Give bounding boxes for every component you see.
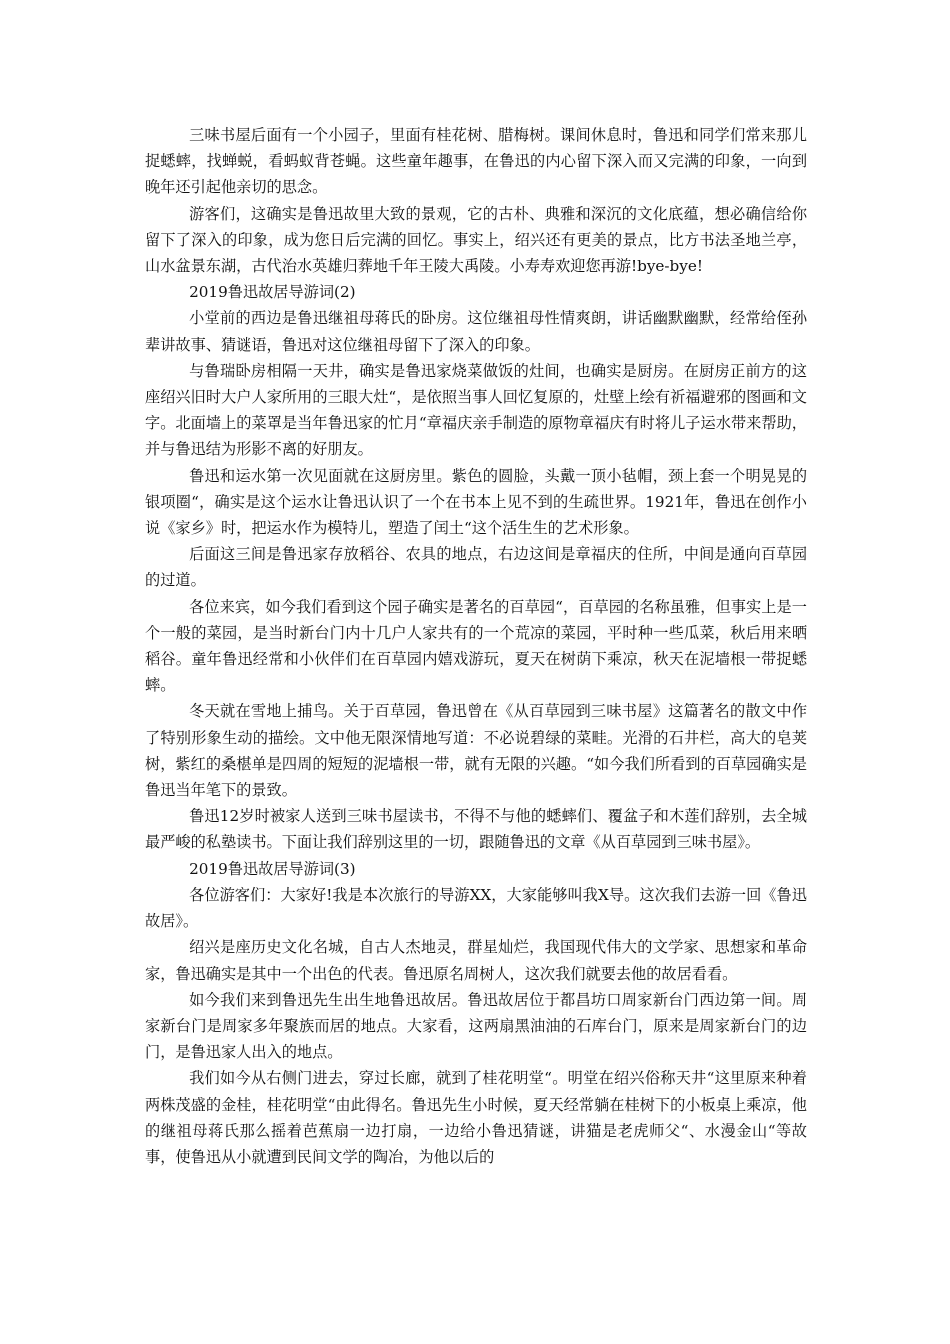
paragraph: 与鲁瑞卧房相隔一天井，确实是鲁迅家烧菜做饭的灶间，也确实是厨房。在厨房正前方的这座绍兴旧时大户人家所用的三眼大灶“，是依照当事人回忆复原的，灶壁上绘有祈福避邪的图画和文字。北面墙上的菜罩是当年鲁迅家的忙月“章福庆亲手制造的原物章福庆有时将儿子运水带来帮助，并与鲁迅结为形影不离的好朋友。: [145, 361, 807, 459]
section-heading: 2019鲁迅故居导游词(2): [189, 283, 356, 302]
paragraph: 绍兴是座历史文化名城，自古人杰地灵，群星灿烂，我国现代伟大的文学家、思想家和革命家，鲁迅确实是其中一个出色的代表。鲁迅原名周树人，这次我们就要去他的故居看看。: [145, 938, 807, 983]
paragraph: 后面这三间是鲁迅家存放稻谷、农具的地点，右边这间是章福庆的住所，中间是通向百草园的过道。: [145, 545, 807, 590]
paragraph: 各位游客们：大家好!我是本次旅行的导游XX，大家能够叫我X导。这次我们去游一回《鲁迅故居》。: [145, 885, 807, 931]
paragraph: 三味书屋后面有一个小园子，里面有桂花树、腊梅树。课间休息时，鲁迅和同学们常来那儿捉蟋蟀，找蝉蜕，看蚂蚁背苍蝇。这些童年趣事，在鲁迅的内心留下深入而又完满的印象，一向到晚年还引起他亲切的思念。: [145, 126, 807, 197]
paragraph: 如今我们来到鲁迅先生出生地鲁迅故居。鲁迅故居位于都昌坊口周家新台门西边第一间。周家新台门是周家多年聚族而居的地点。大家看，这两扇黑油油的石库台门，原来是周家新台门的边门，是鲁迅家人出入的地点。: [145, 990, 807, 1062]
paragraph: 游客们，这确实是鲁迅故里大致的景观，它的古朴、典雅和深沉的文化底蕴，想必确信给你留下了深入的印象，成为您日后完满的回忆。事实上，绍兴还有更美的景点，比方书法圣地兰亭，山水盆景东湖，古代治水英雄归葬地千年王陵大禹陵。小寿寿欢迎您再游!bye-bye!: [145, 204, 807, 276]
section-heading: 2019鲁迅故居导游词(3): [189, 859, 356, 878]
paragraph: 我们如今从右侧门进去，穿过长廊，就到了桂花明堂“。明堂在绍兴俗称天井“这里原来种着两株茂盛的金桂，桂花明堂“由此得名。鲁迅先生小时候，夏天经常躺在桂树下的小板桌上乘凉，他的继祖母蒋氏那么摇着芭蕉扇一边打扇，一边给小鲁迅猜谜，讲猫是老虎师父“、水漫金山“等故事，使鲁迅从小就遭到民间文学的陶冶，为他以后的: [145, 1069, 807, 1166]
paragraph: 鲁迅和运水第一次见面就在这厨房里。紫色的圆脸，头戴一顶小毡帽，颈上套一个明晃晃的银项圈“，确实是这个运水让鲁迅认识了一个在书本上见不到的生疏世界。1921年，鲁迅在创作小说《家乡》时，把运水作为模特儿，塑造了闰土“这个活生生的艺术形象。: [145, 466, 807, 538]
paragraph: 各位来宾，如今我们看到这个园子确实是著名的百草园“，百草园的名称虽雅，但事实上是一个一般的菜园，是当时新台门内十几户人家共有的一个荒凉的菜园，平时种一些瓜菜，秋后用来晒稻谷。童年鲁迅经常和小伙伴们在百草园内嬉戏游玩，夏天在树荫下乘凉，秋天在泥墙根一带捉蟋蟀。: [145, 597, 807, 695]
paragraph: 冬天就在雪地上捕鸟。关于百草园，鲁迅曾在《从百草园到三味书屋》这篇著名的散文中作了特别形象生动的描绘。文中他无限深情地写道：不必说碧绿的菜畦。光滑的石井栏，高大的皂荚树，紫红的桑椹单是四周的短短的泥墙根一带，就有无限的兴趣。“如今我们所看到的百草园确实是鲁迅当年笔下的景致。: [145, 702, 807, 800]
paragraph: 小堂前的西边是鲁迅继祖母蒋氏的卧房。这位继祖母性情爽朗，讲话幽默幽默，经常给侄孙辈讲故事、猜谜语，鲁迅对这位继祖母留下了深入的印象。: [145, 309, 807, 354]
document-page: [145, 122, 807, 1170]
paragraph: 鲁迅12岁时被家人送到三味书屋读书，不得不与他的蟋蟀们、覆盆子和木莲们辞别，去全城最严峻的私塾读书。下面让我们辞别这里的一切，跟随鲁迅的文章《从百草园到三味书屋》。: [145, 807, 807, 852]
